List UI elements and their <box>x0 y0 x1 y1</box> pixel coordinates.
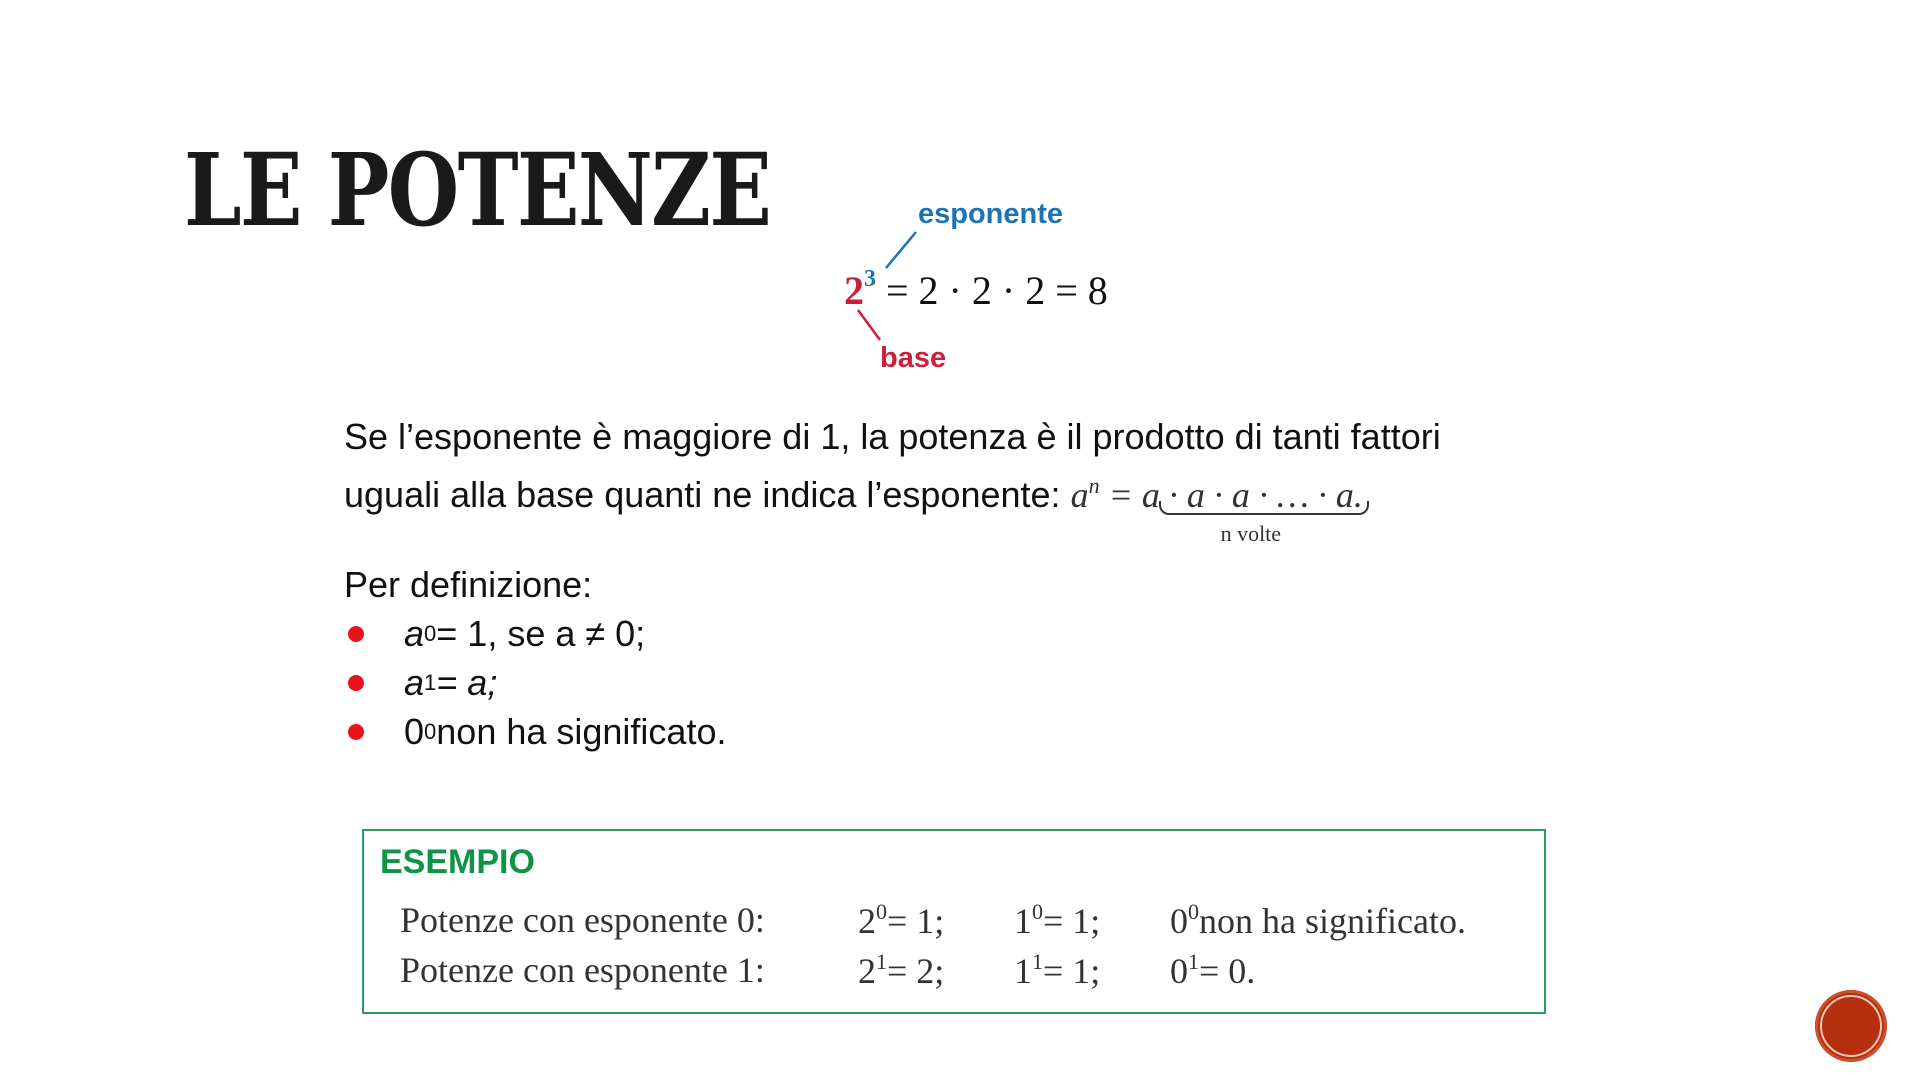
example-box <box>362 829 1546 1014</box>
bullet-icon <box>348 626 364 642</box>
base-label: base <box>880 342 947 374</box>
power-equation: $2^3 = 2 \cdot 2 \cdot 2 = 8$ <box>844 266 1108 313</box>
power-formula: $a^n = a \cdot a \cdot a$ · … · a. n volte <box>1071 461 1363 520</box>
bullet-icon <box>348 724 364 740</box>
slide-decoration-circle-icon <box>1815 990 1887 1062</box>
list-item: a 0 = 1, se a ≠ 0; <box>344 609 726 658</box>
page-title: LE POTENZE <box>184 131 771 249</box>
definition-paragraph <box>344 412 1441 546</box>
exponent-label: esponente <box>918 198 1064 230</box>
list-item: 0 0 non ha significato. <box>344 707 726 756</box>
power-diagram <box>830 190 1160 380</box>
paragraph-line: Se l’esponente è maggiore di 1, la potenza è il prodotto di tanti fattori <box>344 416 1441 457</box>
example-title: ESEMPIO <box>380 843 535 881</box>
example-row: Potenze con esponente 1: $2^1= 2$; $1^1= 1$; $0^1= 0$. <box>400 949 1256 991</box>
definitions-heading: Per definizione: <box>344 564 593 605</box>
bullet-icon <box>348 675 364 691</box>
paragraph-line: uguali alla base quanti ne indica l’esponente: $a^n = a \cdot a \cdot a$ · … · a. n volte <box>344 461 1441 520</box>
example-row: Potenze con esponente 0: $2^0= 1$; $1^0= 1$; $0^0non$ ha significato. <box>400 899 1466 941</box>
definitions-list <box>344 560 726 756</box>
list-item: a 1 = a; <box>344 658 726 707</box>
